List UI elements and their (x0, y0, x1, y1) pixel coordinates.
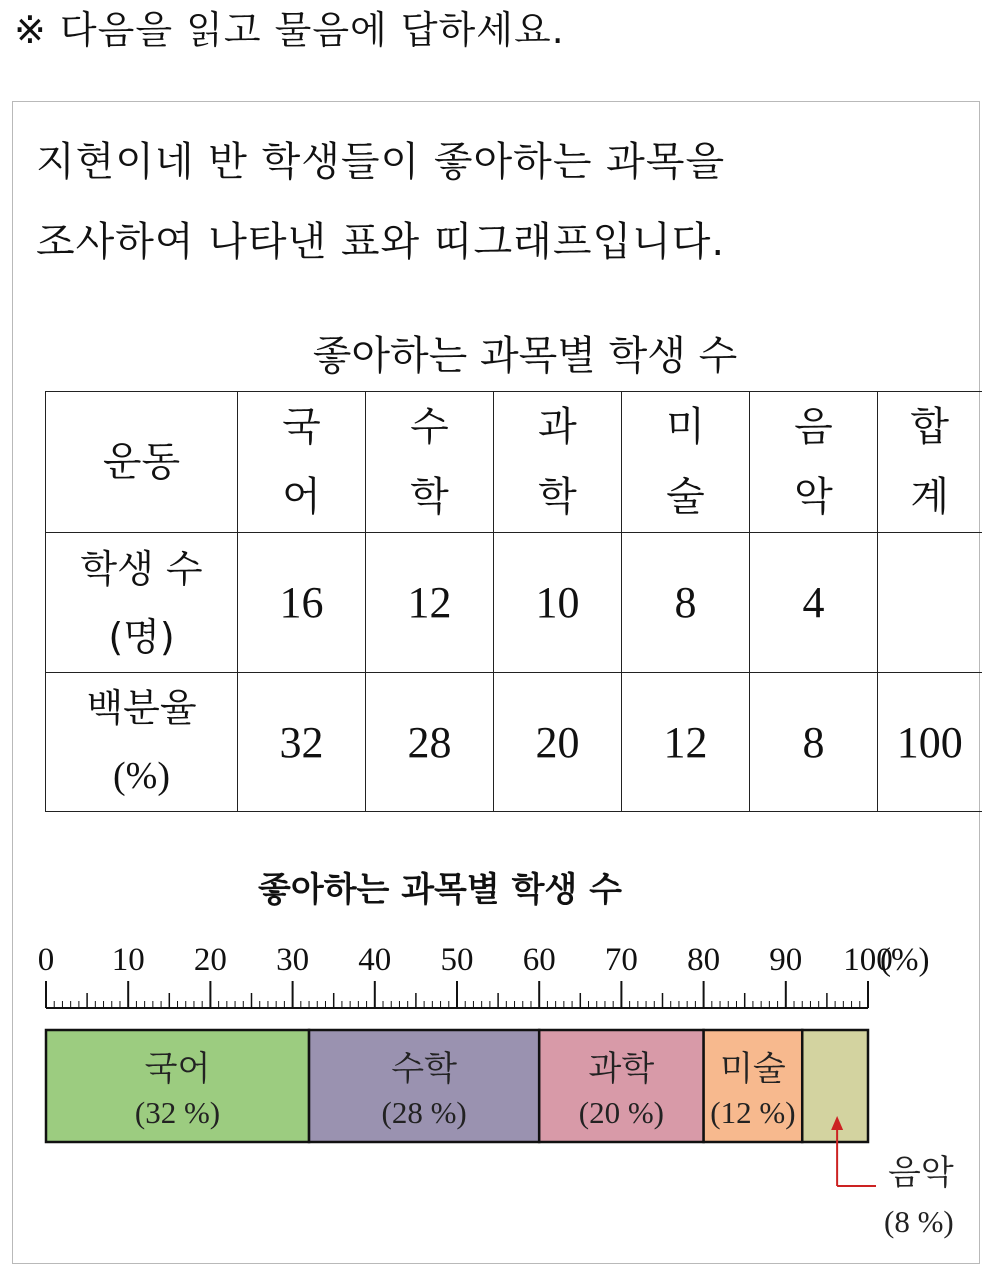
cell-percent-korean: 32 (238, 673, 366, 812)
segment-name-label: 수학 (391, 1049, 457, 1089)
row-label-students: 학생 수 (명) (46, 533, 238, 673)
header-art: 미술 (622, 392, 750, 533)
cell-percent-math: 28 (366, 673, 494, 812)
segment-percent-label: (20 %) (578, 1095, 665, 1130)
segment-percent-label: (32 %) (134, 1095, 221, 1130)
ruler-tick-label: 50 (440, 942, 474, 978)
ruler-tick-label: 90 (769, 942, 803, 978)
cell-percent-total: 100 (878, 673, 982, 812)
callout-name-label: 음악 (888, 1153, 954, 1193)
ruler-unit-label: (%) (880, 942, 930, 978)
cell-students-music: 4 (750, 533, 878, 673)
header-korean: 국어 (238, 392, 366, 533)
cell-percent-music: 8 (750, 673, 878, 812)
chart-title: 좋아하는 과목별 학생 수 (258, 870, 622, 910)
cell-percent-science: 20 (494, 673, 622, 812)
ruler-tick-label: 40 (358, 942, 392, 978)
header-first-cell: 운동 (46, 392, 238, 533)
segment-percent-label: (12 %) (710, 1095, 796, 1130)
ruler-tick-label: 10 (111, 942, 145, 978)
ruler-tick-label: 20 (193, 942, 227, 978)
ruler-tick-label: 70 (604, 942, 638, 978)
instruction-text: ※ 다음을 읽고 물음에 답하세요. (14, 8, 565, 52)
header-science: 과학 (494, 392, 622, 533)
ruler-tick-label: 60 (522, 942, 556, 978)
row-label-percent: 백분율 (%) (46, 673, 238, 812)
cell-percent-art: 12 (622, 673, 750, 812)
ruler-tick-label: 30 (276, 942, 310, 978)
cell-students-math: 12 (366, 533, 494, 673)
header-total: 합계 (878, 392, 982, 533)
table-title: 좋아하는 과목별 학생 수 (312, 333, 738, 379)
header-math: 수학 (366, 392, 494, 533)
cell-students-science: 10 (494, 533, 622, 673)
callout-percent-label: (8 %) (884, 1204, 954, 1239)
ruler-tick-label: 100 (843, 942, 893, 978)
passage-line-2: 조사하여 나타낸 표와 띠그래프입니다. (36, 219, 726, 265)
segment-name-label: 국어 (144, 1049, 211, 1089)
cell-students-korean: 16 (238, 533, 366, 673)
passage-line-1: 지현이네 반 학생들이 좋아하는 과목을 (36, 139, 726, 185)
segment-name-label: 미술 (720, 1049, 786, 1089)
cell-students-art: 8 (622, 533, 750, 673)
ruler-tick-label: 80 (687, 942, 721, 978)
segment-percent-label: (28 %) (381, 1095, 467, 1130)
header-music: 음악 (750, 392, 878, 533)
ruler-tick-label: 0 (37, 942, 55, 978)
segment-name-label: 과학 (588, 1049, 655, 1089)
